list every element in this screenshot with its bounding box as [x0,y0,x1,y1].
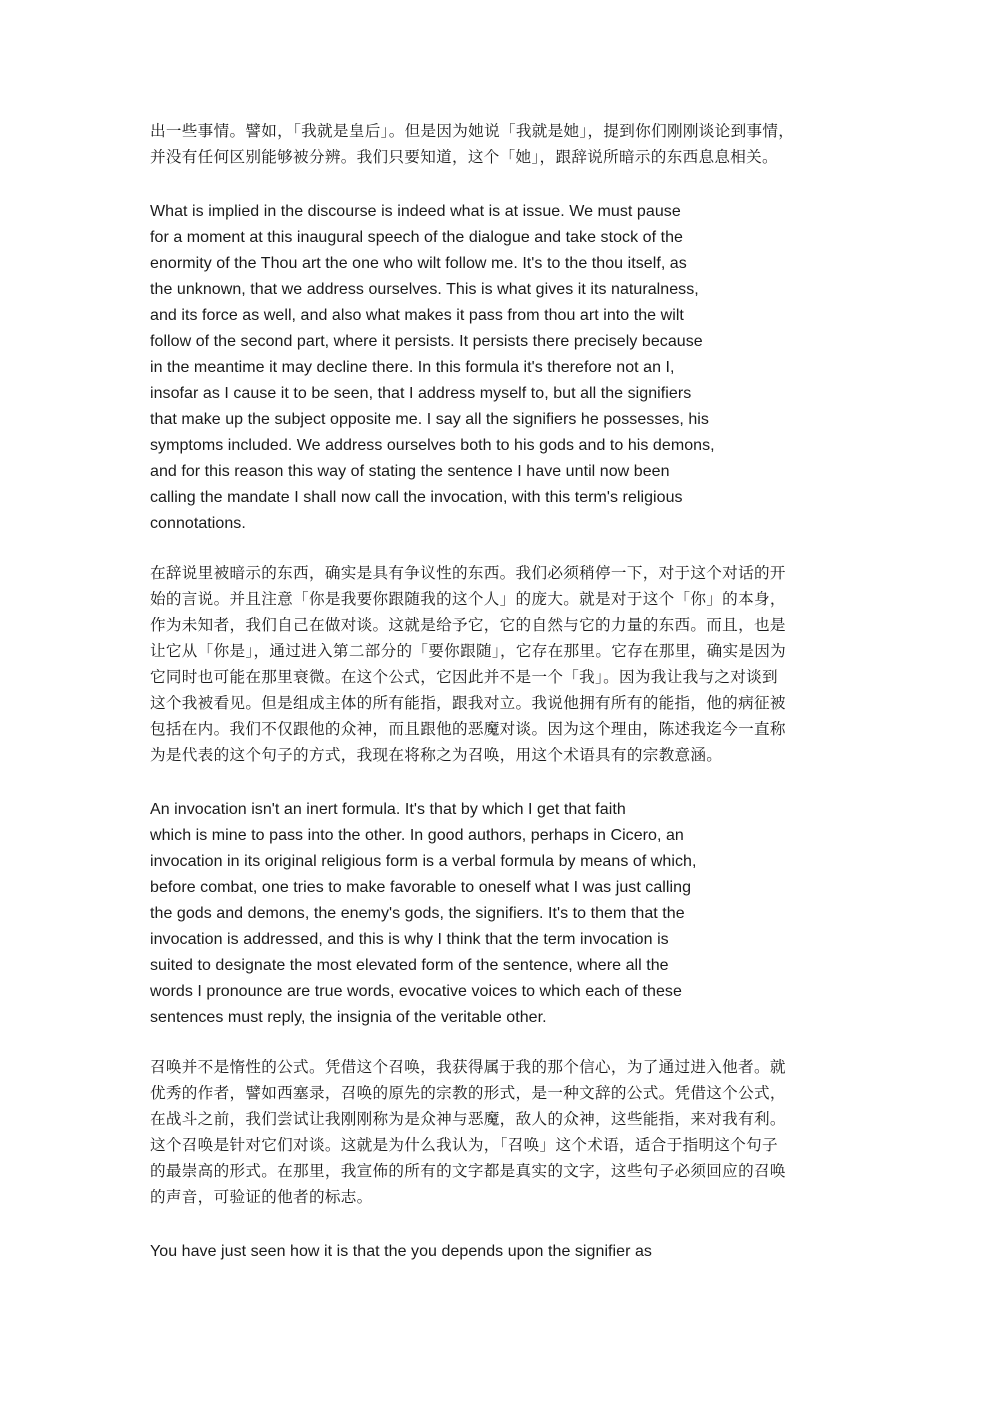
text-line: follow of the second part, where it persists. It persists there precisely because [150,333,703,350]
text-line: that make up the subject opposite me. I say all the signifiers he possesses, his [150,411,709,428]
text-line: 在战斗之前，我们尝试让我刚刚称为是众神与恶魔，敌人的众神，这些能指，来对我有利。 [150,1110,786,1128]
text-line: connotations. [150,515,246,532]
text-line: and for this reason this way of stating the sentence I have until now been [150,463,670,480]
text-line: 始的言说。并且注意「你是我要你跟随我的这个人」的庞大。就是对于这个「你」的本身， [150,590,786,608]
text-line: 优秀的作者，譬如西塞录，召唤的原先的宗教的形式，是一种文辞的公式。凭借这个公式， [150,1084,786,1102]
text-line: 让它从「你是」，通过进入第二部分的「要你跟随」，它存在那里。它存在那里，确实是因为 [150,642,787,660]
text-line: An invocation isn't an inert formula. It's that by which I get that faith [150,801,626,818]
paragraph-english-1 [150,199,715,537]
text-line: and its force as well, and also what makes it pass from thou art into the wilt [150,307,684,324]
text-line: 为是代表的这个句子的方式，我现在将称之为召唤，用这个术语具有的宗教意涵。 [150,746,723,764]
text-line: 的最崇高的形式。在那里，我宣佈的所有的文字都是真实的文字，这些句子必须回应的召唤 [150,1162,786,1180]
paragraph-english-3 [150,1239,652,1265]
text-line: enormity of the Thou art the one who wilt follow me. It's to the thou itself, as [150,255,687,272]
text-line: 并没有任何区别能够被分辨。我们只要知道，这个「她」，跟辞说所暗示的东西息息相关。 [150,148,778,166]
paragraph-english-2 [150,797,696,1031]
paragraph-chinese-2 [150,560,786,768]
text-line: the gods and demons, the enemy's gods, the signifiers. It's to them that the [150,905,685,922]
text-line: 这个我被看见。但是组成主体的所有能指，跟我对立。我说他拥有所有的能指，他的病征被 [150,694,786,712]
text-line: suited to designate the most elevated form of the sentence, where all the [150,957,669,974]
text-line: 在辞说里被暗示的东西，确实是具有争议性的东西。我们必须稍停一下，对于这个对话的开 [150,564,786,582]
text-line: before combat, one tries to make favorable to oneself what I was just calling [150,879,692,896]
text-line: which is mine to pass into the other. In good authors, perhaps in Cicero, an [150,827,684,844]
text-line: 出一些事情。譬如，「我就是皇后」。但是因为她说「我就是她」，提到你们刚刚谈论到事情， [150,122,795,140]
text-line: invocation is addressed, and this is why I think that the term invocation is [150,931,669,948]
text-line: invocation in its original religious form is a verbal formula by means of which, [150,853,697,870]
paragraph-chinese-3 [150,1054,786,1210]
text-line: 作为未知者，我们自己在做对谈。这就是给予它，它的自然与它的力量的东西。而且，也是 [150,616,786,634]
text-line: sentences must reply, the insignia of the veritable other. [150,1009,547,1026]
text-line: 包括在内。我们不仅跟他的众神，而且跟他的恶魔对谈。因为这个理由，陈述我迄今一直称 [150,720,786,738]
text-line: What is implied in the discourse is indeed what is at issue. We must pause [150,203,681,220]
text-line: in the meantime it may decline there. In this formula it's therefore not an I, [150,359,675,376]
text-line: for a moment at this inaugural speech of the dialogue and take stock of the [150,229,683,246]
text-line: 的声音，可验证的他者的标志。 [150,1188,373,1206]
text-line: symptoms included. We address ourselves both to his gods and to his demons, [150,437,715,454]
paragraph-chinese-1 [150,118,794,170]
text-line: 它同时也可能在那里衰微。在这个公式，它因此并不是一个「我」。因为我让我与之对谈到 [150,668,778,686]
text-line: words I pronounce are true words, evocative voices to which each of these [150,983,682,1000]
text-line: the unknown, that we address ourselves. This is what gives it its naturalness, [150,281,699,298]
text-line: insofar as I cause it to be seen, that I address myself to, but all the signifiers [150,385,692,402]
text-line: 这个召唤是针对它们对谈。这就是为什么我认为，「召唤」这个术语，适合于指明这个句子 [150,1136,778,1154]
text-line: 召唤并不是惰性的公式。凭借这个召唤，我获得属于我的那个信心，为了通过进入他者。就 [150,1058,786,1076]
text-line: You have just seen how it is that the you depends upon the signifier as [150,1243,652,1260]
text-line: calling the mandate I shall now call the invocation, with this term's religious [150,489,683,506]
